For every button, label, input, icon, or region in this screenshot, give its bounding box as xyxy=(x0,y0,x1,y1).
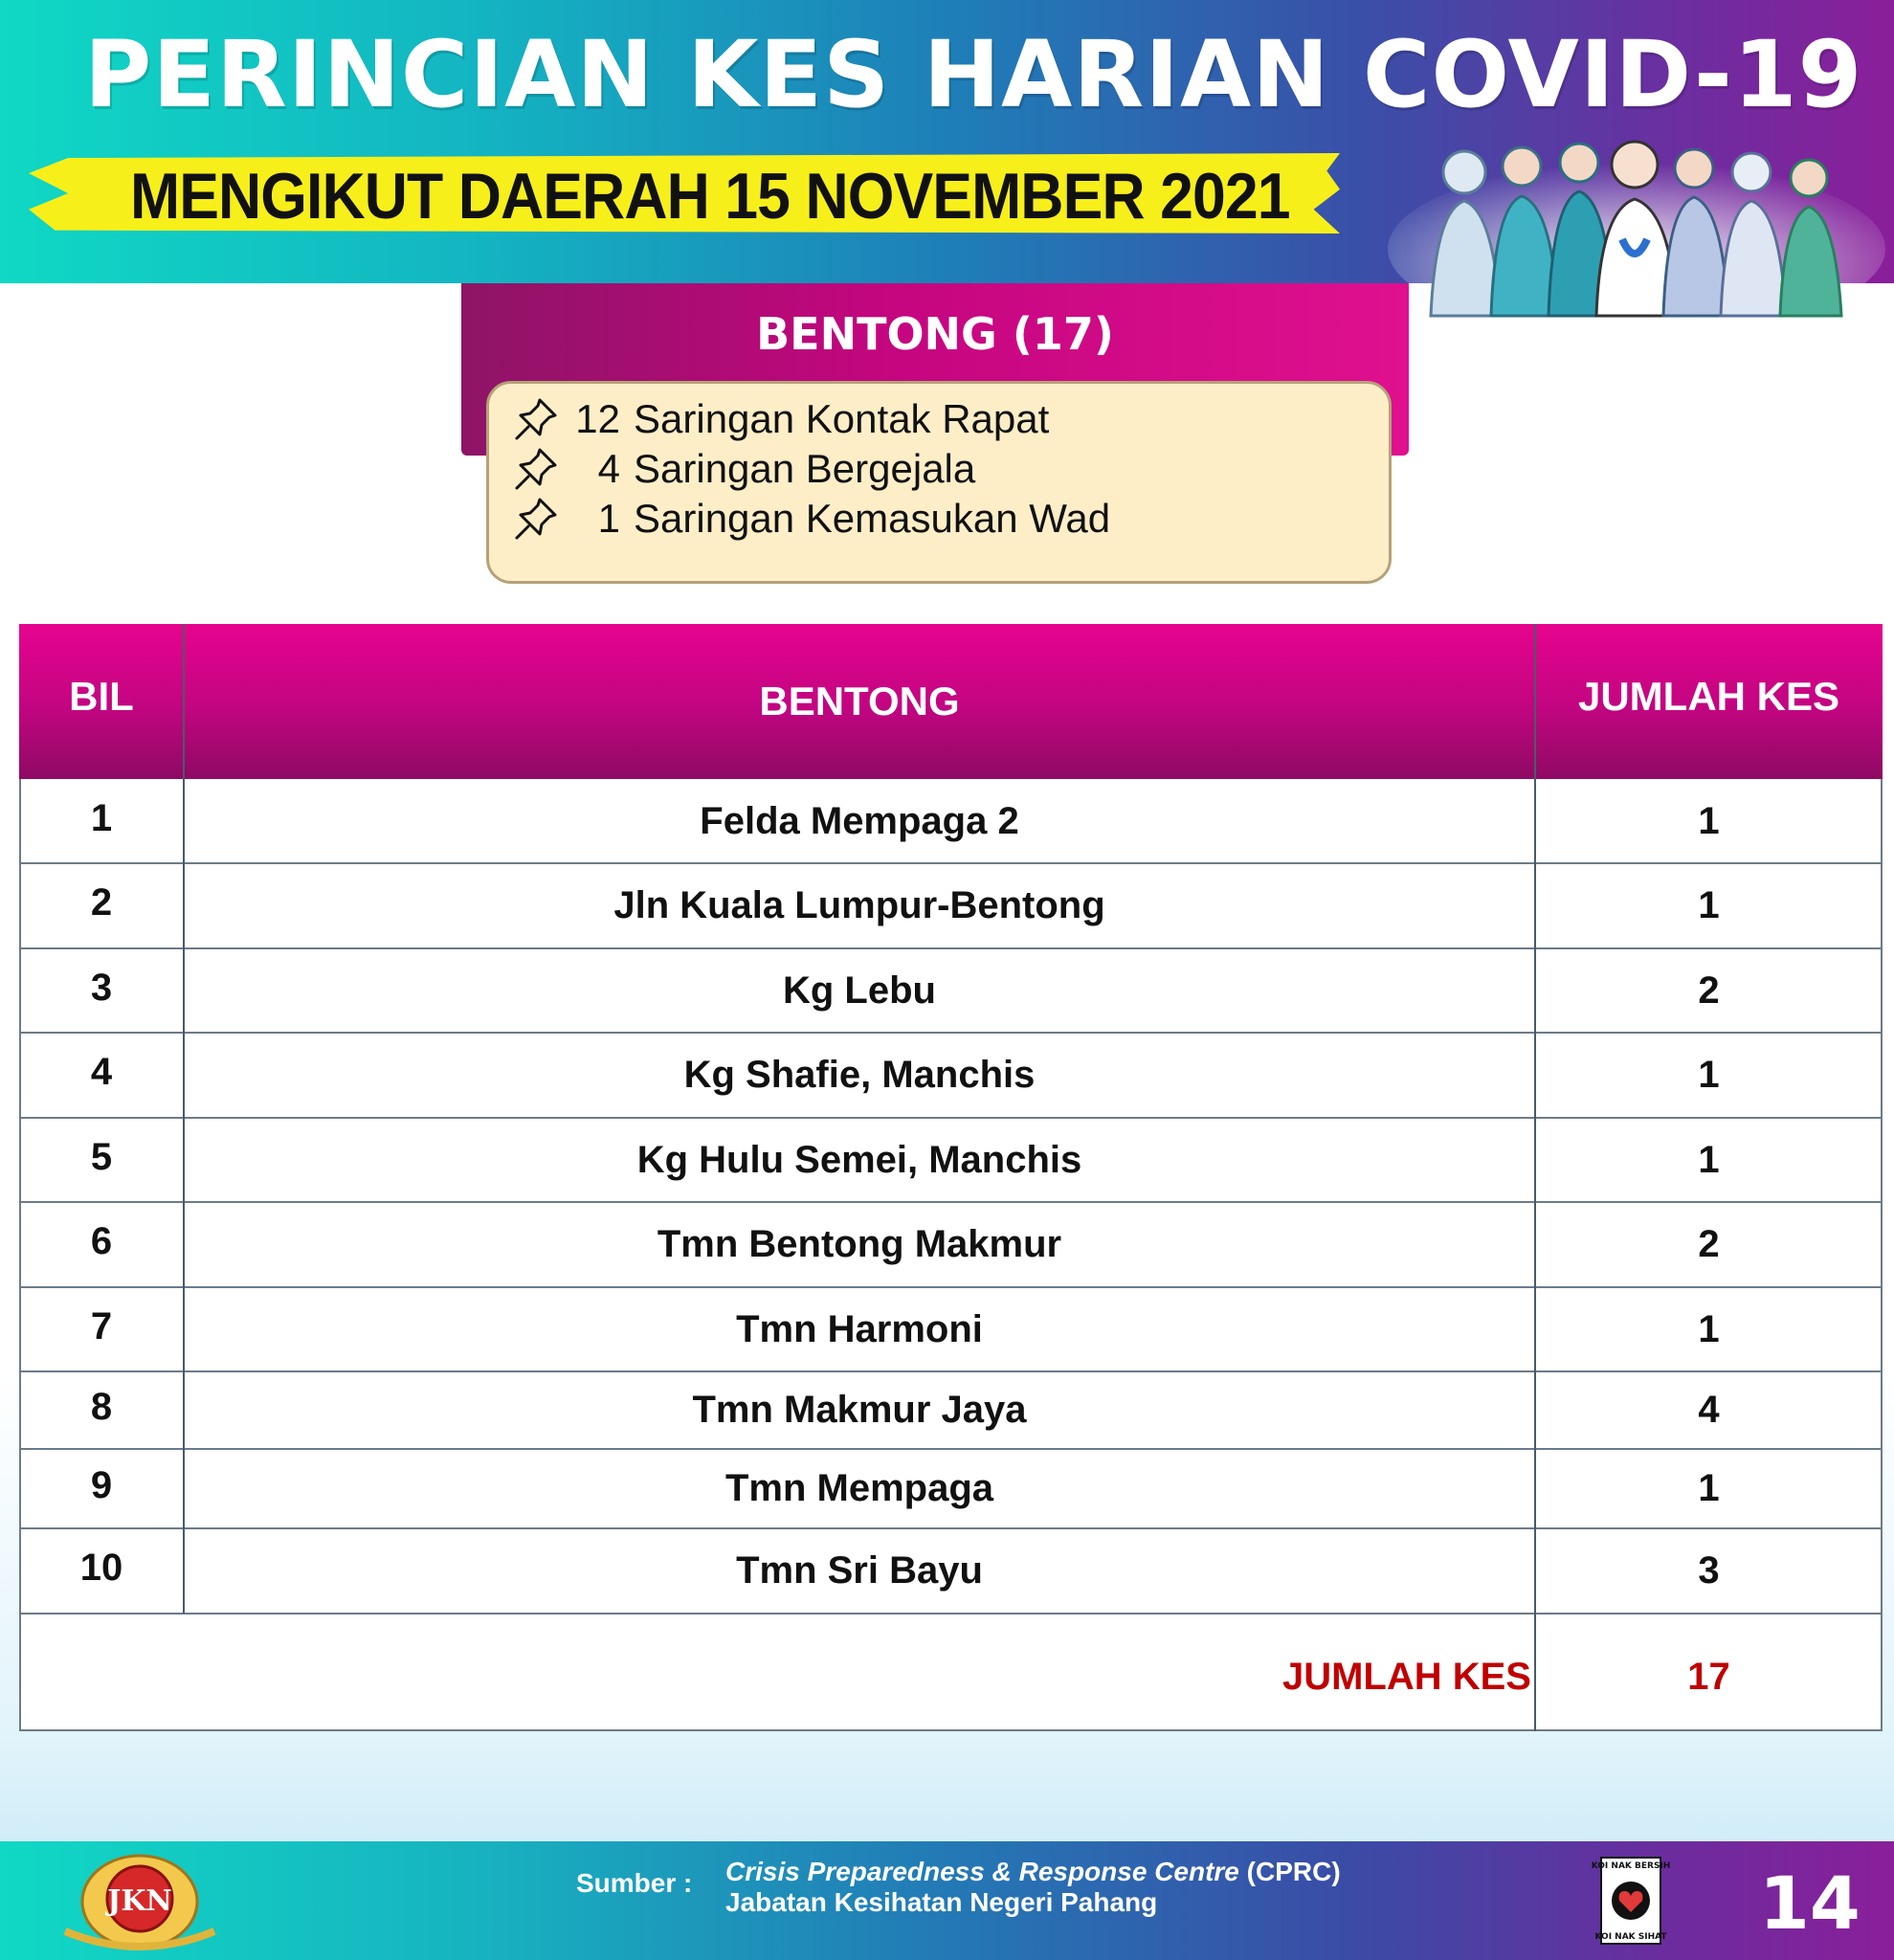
koi-logo-bottom-text: KOI NAK SIHAT xyxy=(1594,1932,1667,1942)
healthcare-workers-icon xyxy=(1378,124,1885,316)
screening-count: 1 xyxy=(597,496,620,541)
table-column-divider xyxy=(183,624,185,1614)
koi-logo-top-text: KOI NAK BERSIH xyxy=(1591,1861,1671,1871)
table-cell-cases: 1 xyxy=(1698,1467,1720,1509)
table-cell-cases: 1 xyxy=(1698,799,1720,842)
page-number: 14 xyxy=(1759,1860,1861,1946)
screening-label: Saringan Kemasukan Wad xyxy=(634,496,1111,541)
total-label: JUMLAH KES xyxy=(1281,1656,1531,1698)
source-label: Sumber : xyxy=(576,1868,693,1898)
screening-item xyxy=(511,494,1181,544)
pushpin-icon xyxy=(511,444,561,494)
jkn-logo xyxy=(56,1849,224,1954)
district-title: BENTONG (17) xyxy=(756,308,1114,360)
table-cell-location: Tmn Bentong Makmur xyxy=(657,1223,1062,1265)
table-cell-location: Tmn Makmur Jaya xyxy=(692,1389,1027,1431)
table-cell-cases: 1 xyxy=(1698,1138,1720,1181)
screening-count: 4 xyxy=(597,446,620,491)
jkn-logo-text: JKN xyxy=(107,1884,172,1918)
pushpin-icon xyxy=(511,494,561,544)
screening-item xyxy=(511,444,1181,494)
table-cell-bil: 3 xyxy=(90,966,113,1009)
table-cell-bil: 10 xyxy=(79,1547,123,1589)
table-cell-bil: 4 xyxy=(90,1051,113,1093)
screening-item xyxy=(511,394,1181,444)
table-cell-cases: 1 xyxy=(1698,884,1720,926)
source-abbreviation: (CPRC) xyxy=(1246,1857,1341,1886)
table-cell-location: Felda Mempaga 2 xyxy=(700,799,1019,842)
table-cell-cases: 2 xyxy=(1698,1223,1720,1265)
table-cell-bil: 9 xyxy=(90,1464,113,1506)
pushpin-icon xyxy=(511,394,561,444)
source-organization: Crisis Preparedness & Response Centre xyxy=(725,1857,1239,1886)
table-header-location: BENTONG xyxy=(184,624,1535,779)
table-cell-location: Kg Hulu Semei, Manchis xyxy=(636,1138,1082,1181)
table-cell-cases: 1 xyxy=(1698,1054,1720,1096)
table-cell-bil: 1 xyxy=(90,796,113,839)
table-cell-cases: 1 xyxy=(1698,1307,1720,1350)
table-cell-cases: 2 xyxy=(1698,969,1720,1012)
table-cell-cases: 3 xyxy=(1698,1549,1720,1592)
table-header-bil: BIL xyxy=(19,624,184,779)
table-header-cases: JUMLAH KES xyxy=(1535,624,1883,779)
table-column-divider xyxy=(1534,624,1536,1731)
table-cell-location: Tmn Mempaga xyxy=(724,1467,994,1509)
table-cell-location: Jln Kuala Lumpur-Bentong xyxy=(613,884,1105,926)
koi-nak-sihat-logo xyxy=(1591,1857,1671,1945)
page-title: PERINCIAN KES HARIAN COVID-19 xyxy=(84,21,1863,128)
table-cell-bil: 5 xyxy=(90,1135,113,1178)
total-value: 17 xyxy=(1687,1656,1730,1698)
table-cell-bil: 6 xyxy=(90,1220,113,1262)
screening-count: 12 xyxy=(575,396,620,441)
source-line-1 xyxy=(725,1857,1341,1887)
table-cell-bil: 2 xyxy=(90,881,113,924)
table-cell-bil: 7 xyxy=(90,1304,113,1348)
table-cell-cases: 4 xyxy=(1698,1389,1720,1431)
table-cell-bil: 8 xyxy=(90,1386,113,1428)
source-line-2: Jabatan Kesihatan Negeri Pahang xyxy=(725,1887,1158,1917)
screening-label: Saringan Bergejala xyxy=(634,446,976,491)
table-cell-location: Tmn Harmoni xyxy=(736,1307,983,1350)
table-cell-location: Kg Shafie, Manchis xyxy=(683,1054,1036,1096)
screening-label: Saringan Kontak Rapat xyxy=(634,396,1050,441)
table-cell-location: Kg Lebu xyxy=(783,969,936,1012)
page-subtitle: MENGIKUT DAERAH 15 NOVEMBER 2021 xyxy=(130,160,1290,233)
table-cell-location: Tmn Sri Bayu xyxy=(736,1549,983,1592)
